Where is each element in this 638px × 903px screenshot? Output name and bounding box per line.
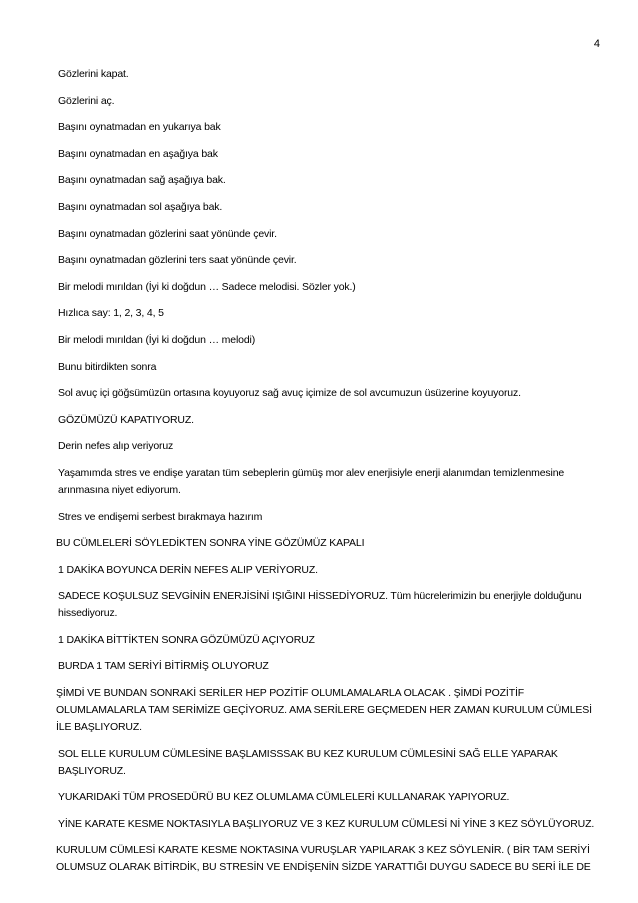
paragraph: Bunu bitirdikten sonra [58,360,157,373]
paragraph: Yaşamımda stres ve endişe yaratan tüm sebeplerin gümüş mor alev enerjisiyle enerji alanımdan temizlenmesine arınmasına niyet ediyorum. [58,466,565,496]
paragraph: Başını oynatmadan en yukarıya bak [58,121,221,134]
paragraph: Gözlerini kapat. [58,68,129,80]
paragraph: YİNE KARATE KESME NOKTASIYLA BAŞLIYORUZ VE 3 KEZ KURULUM CÜMLESİ Nİ YİNE 3 KEZ SÖYLÜYORUZ. [58,817,595,830]
document-body [56,66,596,886]
paragraph: Derin nefes alıp veriyoruz [58,440,174,453]
paragraph: BU CÜMLELERİ SÖYLEDİKTEN SONRA YİNE GÖZÜMÜZ KAPALI [56,537,365,550]
paragraph: SADECE KOŞULSUZ SEVGİNİN ENERJİSİNİ IŞIĞINI HİSSEDİYORUZ. Tüm hücrelerimizin bu enerjiyle dolduğunu hissediyoruz. [58,590,582,620]
paragraph: 1 DAKİKA BOYUNCA DERİN NEFES ALIP VERİYORUZ. [58,563,318,576]
paragraph: Bir melodi mırıldan (İyi ki doğdun … Sadece melodisi. Sözler yok.) [58,280,356,293]
paragraph: Bir melodi mırıldan (İyi ki doğdun … melodi) [58,333,256,346]
paragraph: Başını oynatmadan en aşağıya bak [58,147,218,160]
paragraph: ŞİMDİ VE BUNDAN SONRAKİ SERİLER HEP POZİTİF OLUMLAMALARLA OLACAK . ŞİMDİ POZİTİF OLUMLAMALARLA TAM SERİMİZE GEÇİYORUZ. AMA SERİLERE GEÇMEDEN HER ZAMAN KURULUM CÜMLESİ İLE BAŞLIYORUZ. [56,687,592,734]
paragraph: Sol avuç içi göğsümüzün ortasına koyuyoruz sağ avuç içimize de sol avcumuzun üsüzerine koyuyoruz. [58,387,521,400]
paragraph: YUKARIDAKİ TÜM PROSEDÜRÜ BU KEZ OLUMLAMA CÜMLELERİ KULLANARAK YAPIYORUZ. [58,791,510,804]
page-number: 4 [593,38,600,50]
paragraph: Başını oynatmadan gözlerini saat yönünde çevir. [58,227,277,240]
paragraph: SOL ELLE KURULUM CÜMLESİNE BAŞLAMISSSAK BU KEZ KURULUM CÜMLESİNİ SAĞ ELLE YAPARAK BAŞLIYORUZ. [58,747,558,777]
paragraph: BURDA 1 TAM SERİYİ BİTİRMİŞ OLUYORUZ [58,660,269,673]
paragraph: Hızlıca say: 1, 2, 3, 4, 5 [58,307,164,320]
paragraph: Başını oynatmadan sağ aşağıya bak. [58,174,226,187]
paragraph: Gözlerini aç. [58,94,115,107]
paragraph: KURULUM CÜMLESİ KARATE KESME NOKTASINA VURUŞLAR YAPILARAK 3 KEZ SÖYLENİR. ( BİR TAM SERİYİ OLUMSUZ OLARAK BİTİRDİK, BU STRESİN VE ENDİŞENİN SİZDE YARATTIĞI DUYGU SADECE BU SERİ İLE DE [56,844,591,874]
paragraph: Başını oynatmadan gözlerini ters saat yönünde çevir. [58,254,297,267]
paragraph: 1 DAKİKA BİTTİKTEN SONRA GÖZÜMÜZÜ AÇIYORUZ [58,633,315,646]
paragraph: Stres ve endişemi serbest bırakmaya hazırım [58,510,263,523]
paragraph: GÖZÜMÜZÜ KAPATIYORUZ. [58,413,194,426]
paragraph: Başını oynatmadan sol aşağıya bak. [58,200,223,213]
